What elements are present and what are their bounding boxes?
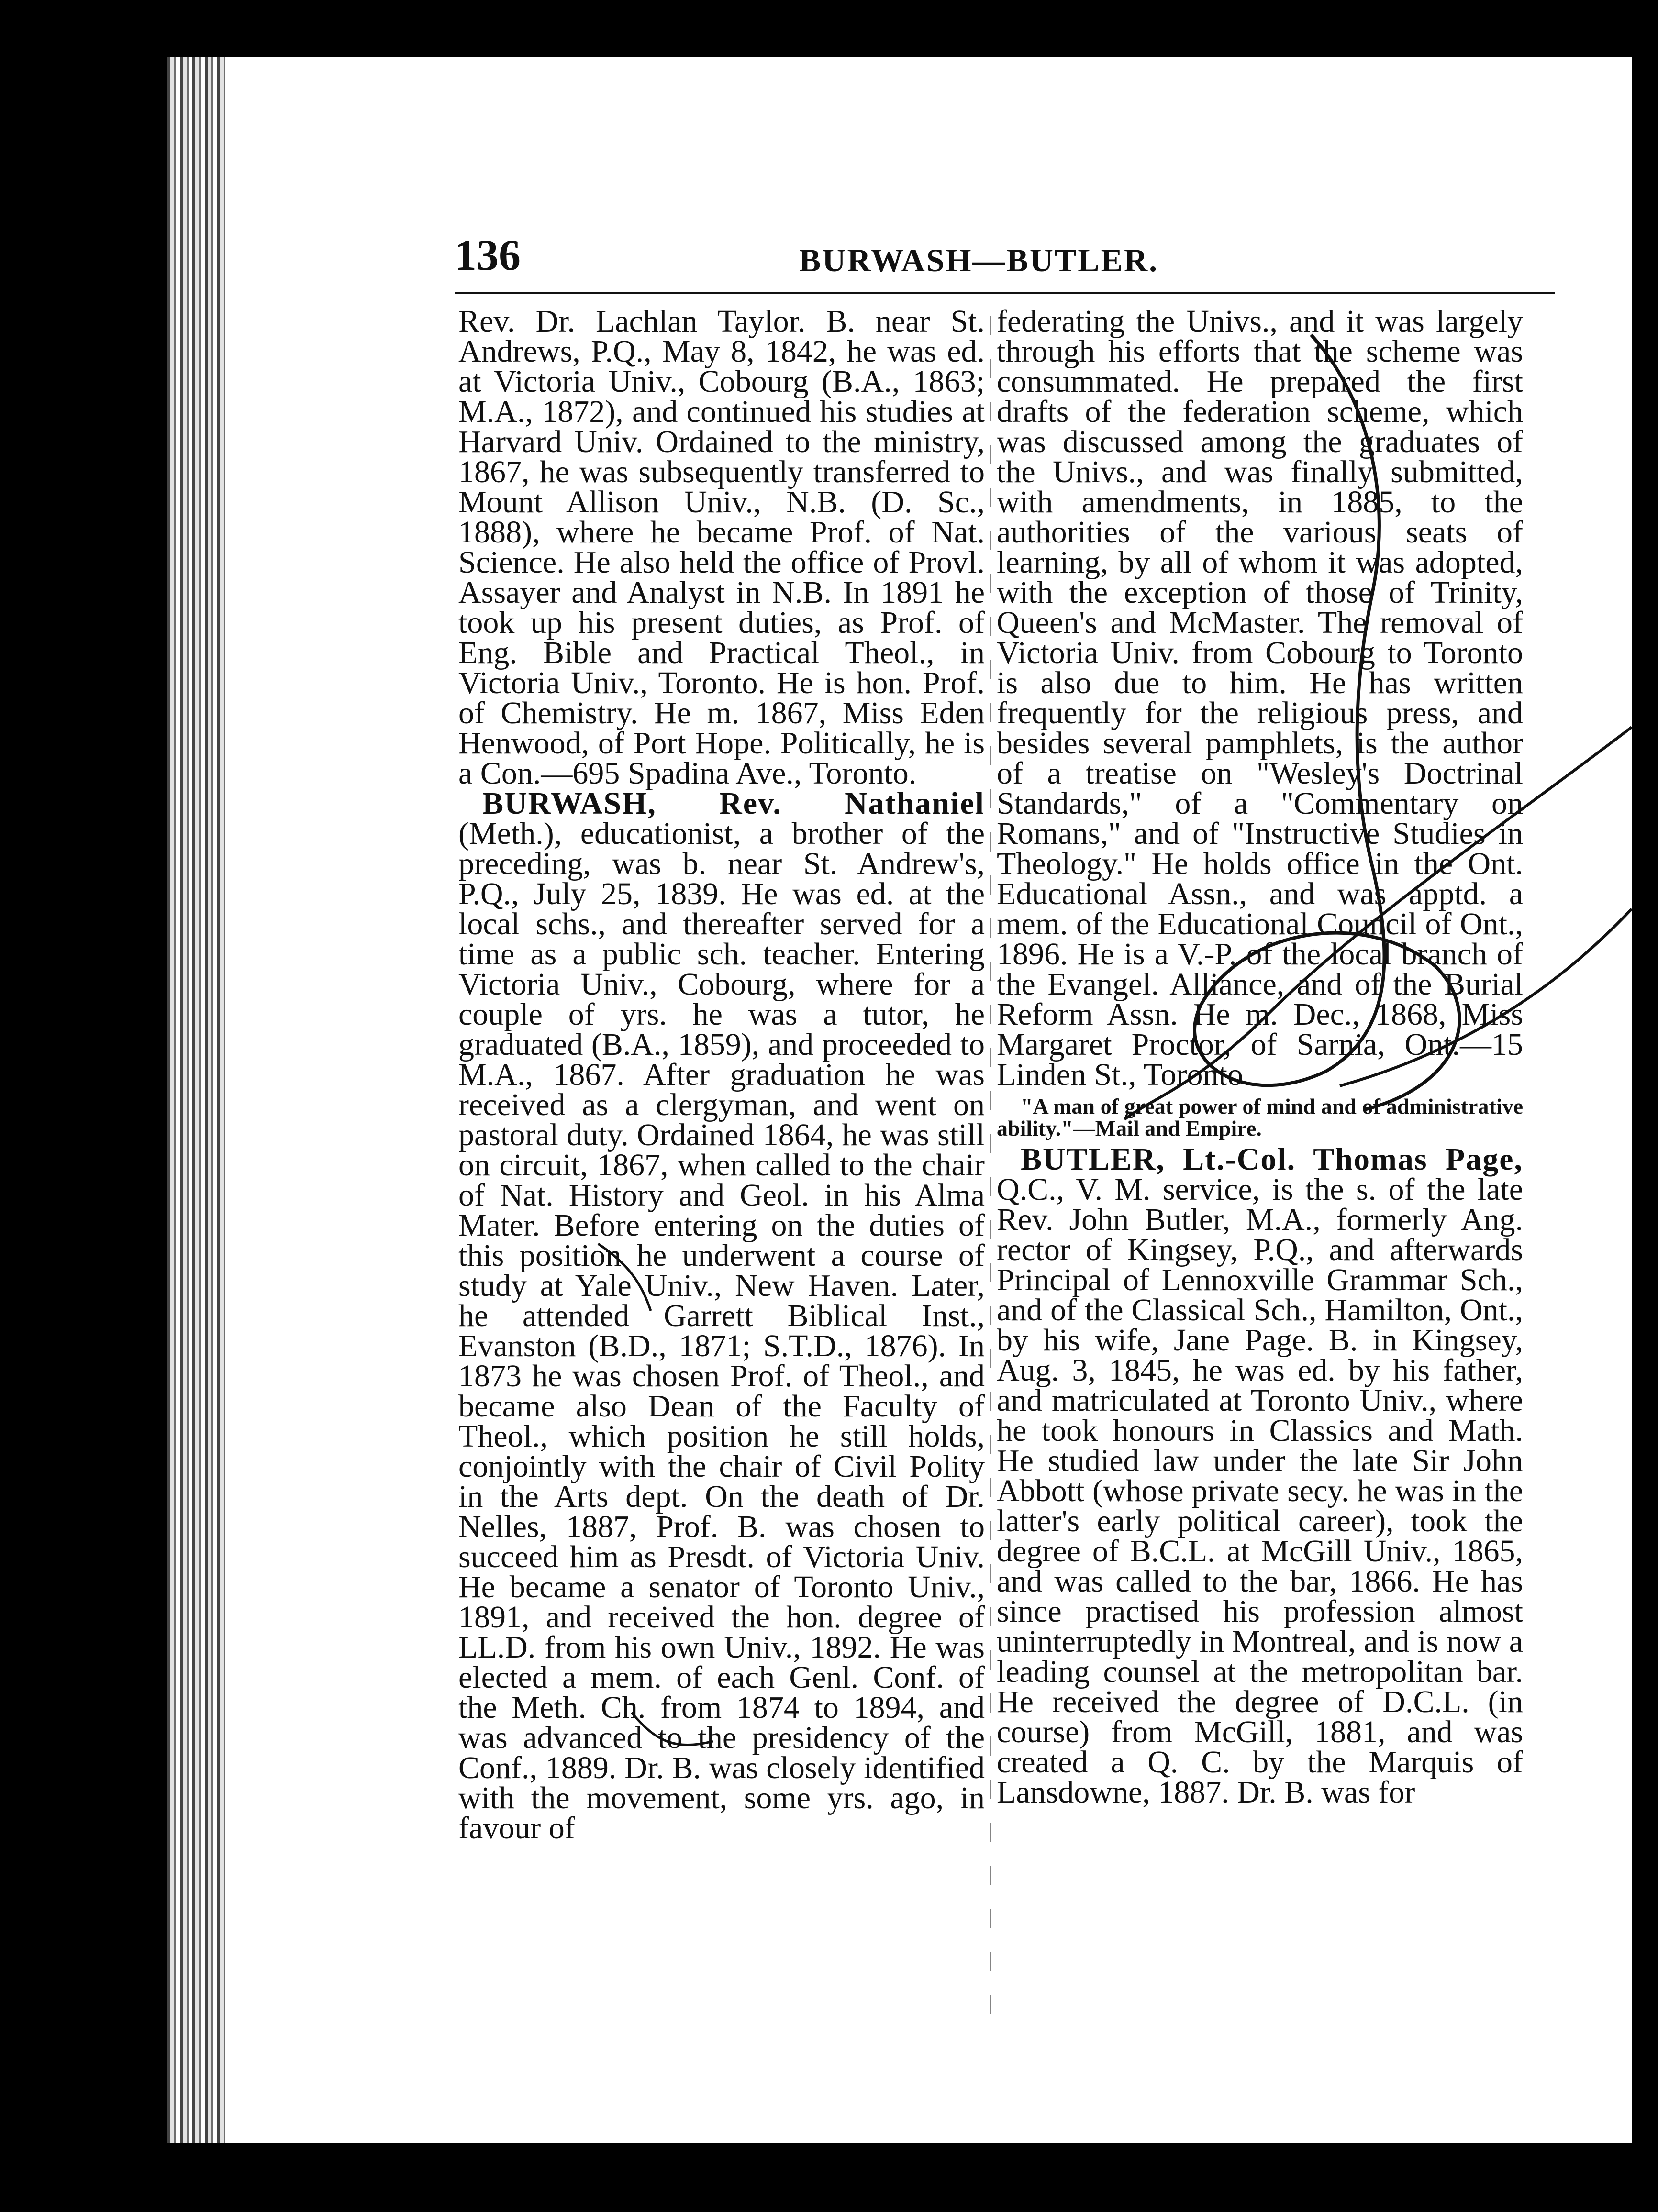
running-head: BURWASH—BUTLER.: [799, 242, 1159, 278]
entry-body: (Meth.), educationist, a brother of the preceding, was b. near St. Andrew's, P.Q., July 25, 1839. He was ed. at the local schs., and thereafter served for a time as a public sch. teacher. Entering Victoria Univ., Cobourg, where for a couple of yrs. he was a tutor, he graduated (B.A., 1859), and proceeded to M.A., 1867. After graduation he was received as a clergyman, and went on pastoral duty. Ordained 1864, he was still on circuit, 1867, when called to the chair of Nat. History and Geol. in his Alma Mater. Before entering on the duties of this position he underwent a course of study at Yale Univ., New Haven. Later, he attended Garrett Biblical Inst., Evanston (B.D., 1871; S.T.D., 1876). In 1873 he was chosen Prof. of Theol., and became also Dean of the Faculty of Theol., which position he still holds, conjointly with the chair of Civil Polity in the Arts dept. On the death of Dr. Nelles, 1887, Prof. B. was chosen to succeed him as Presdt. of Victoria Univ. He became a senator of Toronto Univ., 1891, and received the hon. degree of LL.D. from his own Univ., 1892. He was elected a mem. of each Genl. Conf. of the Meth. Ch. from 1874 to 1894, and was advanced to the presidency of the Conf., 1889. Dr. B. was closely identified with the movement, some yrs. ago, in favour of: [458, 816, 985, 1846]
entry-body: Q.C., V. M. service, is the s. of the late Rev. John Butler, M.A., formerly Ang. rector of Kingsey, P.Q., and afterwards Principal of Lennoxville Grammar Sch., and of the Classical Sch., Hamilton, Ont., by his wife, Jane Page. B. in Kingsey, Aug. 3, 1845, he was ed. by his father, and matriculated at Toronto Univ., where he took honours in Classics and Math. He studied law under the late Sir John Abbott (whose private secy. he was in the latter's early political career), took the degree of B.C.L. at McGill Univ., 1865, and was called to the bar, 1866. He has since practised his profession almost uninterruptedly in Montreal, and is now a leading counsel at the metropolitan bar. He received the degree of D.C.L. (in course) from McGill, 1881, and was created a Q. C. by the Marquis of Lansdowne, 1887. Dr. B. was for: [997, 1172, 1523, 1810]
right-column: [997, 304, 1523, 1810]
headword: BURWASH, Rev. Nathaniel: [482, 786, 985, 821]
page-number: 136: [455, 231, 521, 279]
header-rule: [455, 292, 1555, 294]
left-column: [458, 304, 985, 1846]
entry-continuation-paragraph: federating the Univs., and it was largely through his efforts that the scheme was consummated. He prepared the first drafts of the federation scheme, which was discussed among the graduates of the Univs., and was finally submitted, with amendments, in 1885, to the authorities of the various seats of learning, by all of whom it was adopted, with the exception of those of Trinity, Queen's and McMaster. The removal of Victoria Univ. from Cobourg to Toronto is also due to him. He has written frequently for the religious press, and besides several pamphlets, is the author of a treatise on "Wesley's Doctrinal Standards," of a "Commentary on Romans," and of "Instructive Studies in Theology." He holds office in the Ont. Educational Assn., and was apptd. a mem. of the Educational Council of Ont., 1896. He is a V.-P. of the local branch of the Evangel. Alliance, and of the Burial Reform Assn. He m. Dec., 1868, Miss Margaret Proctor, of Sarnia, Ont.—15 Linden St., Toronto.: [997, 304, 1523, 1092]
headword: BUTLER, Lt.-Col. Thomas Page,: [1021, 1142, 1523, 1177]
scan-binding-edge: [167, 57, 225, 2143]
scanned-page: [167, 57, 1632, 2143]
entry-continuation-paragraph: Rev. Dr. Lachlan Taylor. B. near St. Andrews, P.Q., May 8, 1842, he was ed. at Victoria Univ., Cobourg (B.A., 1863; M.A., 1872), and continued his studies at Harvard Univ. Ordained to the ministry, 1867, he was subsequently transferred to Mount Allison Univ., N.B. (D. Sc., 1888), where he became Prof. of Nat. Science. He also held the office of Provl. Assayer and Analyst in N.B. In 1891 he took up his present duties, as Prof. of Eng. Bible and Practical Theol., in Victoria Univ., Toronto. He is hon. Prof. of Chemistry. He m. 1867, Miss Eden Henwood, of Port Hope. Politically, he is a Con.—695 Spadina Ave., Toronto.: [458, 304, 985, 791]
column-divider: [990, 316, 991, 2033]
press-quote: "A man of great power of mind and of administrative ability."—Mail and Empire.: [997, 1094, 1523, 1140]
entry-butler-thomas: [997, 1142, 1523, 1810]
entry-burwash-nathaniel: [458, 786, 985, 1846]
